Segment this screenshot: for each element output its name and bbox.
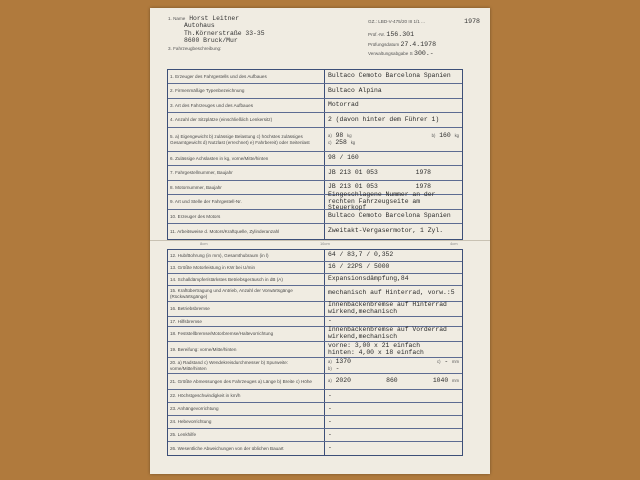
lower-table [167, 249, 463, 456]
fold-mark: 16cm [320, 241, 330, 246]
table-row: 14. Schalldämpfer/stärkstes Betriebsgeräusch in dB (A) Expansionsdämpfung,84 [168, 274, 462, 286]
section3-label: 3. Fahrzeugbeschreibung: [168, 45, 222, 51]
fold-mark: 8cm [200, 241, 208, 246]
table-row: 25. Lenkhilfe - [168, 429, 462, 442]
table-row: 22. Höchstgeschwindigkeit in km/h - [168, 390, 462, 403]
table-row: 8. Motornummer, Baujahr JB 213 01 053 1978 [168, 181, 462, 195]
weight-a: 98 [335, 131, 344, 139]
table-row: 10. Erzeuger des Motors Bultaco Cemoto Barcelona Spanien [168, 210, 462, 224]
table-row: 13. Größte Motorleistung in KW bei U/min 16 / 22PS / 5000 [168, 262, 462, 274]
table-row: 15. Kraftübertragung und Antrieb, Anzahl der Vorwärtsgänge (Rückwärtsgänge) mechanisch auf Hinterrad, vorw.:5 [168, 286, 462, 302]
upper-table [167, 69, 463, 240]
table-row: 17. Hilfsbremse - [168, 317, 462, 327]
street: Th.Körnerstraße 33-35 [184, 29, 265, 37]
business: Autohaus [184, 22, 215, 30]
table-row: 16. Betriebsbremse Innenbackenbremse auf Hinterrad wirkend,mechanisch [168, 302, 462, 317]
fee-label: Verwaltungsabgabe S [368, 51, 413, 56]
table-row: 7. Fahrgestellnummer, Baujahr JB 213 01 053 1978 [168, 166, 462, 181]
table-row-weights: 5. a) Eigengewicht b) zulässige Belastung c) höchstes zulässiges Gesamtgewicht d) Nutzlast (errechnet) e) Fahrbereit) oder Seitenlast a) 98 kg b) 160 kg c) 258 kg [168, 128, 462, 152]
name-label: 1. Name [168, 16, 186, 21]
table-row-wheelbase: 20. a) Radstand c) Wendekreisdurchmesser b) Spurweite: vorne/Mitte/hinten a) 1370 c) - mm b) - [168, 358, 462, 374]
city: 8600 Bruck/Mur [184, 37, 238, 45]
table-row: 9. Art und Stelle der Fahrgestell-Nr. Eingeschlagene Nummer an der rechten Fahrzeugseite am Steuerkopf [168, 195, 462, 210]
table-row-dimensions: 21. Größte Abmessungen des Fahrzeuges a) Länge b) Breite c) Höhe a) 2020 860 1040 mm [168, 374, 462, 390]
doc-code: GZ.: LBD-V-475/20 III 1/1 ... [368, 19, 425, 24]
table-row: 4. Anzahl der Sitzplätze (einschließlich Lenkersitz) 2 (davon hinter dem Führer 1) [168, 113, 462, 128]
fee-value: 300.- [413, 50, 434, 57]
table-row: 23. Anhängevorrichtung - [168, 403, 462, 416]
weight-c: 258 [335, 138, 347, 146]
table-row-tyres: 19. Bereifung: vorne/Mitte/hinten vorne: 3,00 x 21 einfach hinten: 4,00 x 18 einfach [168, 342, 462, 358]
date-label: Prüfungsdatum [368, 42, 400, 47]
pruef-value: 156.301 [386, 30, 415, 38]
table-row: 18. Feststellbremse/Motorbremse/Haltevorrichtung Innenbackenbremse auf Vorderrad wirkend,mechanisch [168, 327, 462, 342]
owner-name: Horst Leitner [189, 15, 240, 22]
table-row: 24. Hebevorrichtung - [168, 416, 462, 429]
table-row: 26. Wesentliche Abweichungen von der üblichen Bauart - [168, 442, 462, 455]
table-row: 1. Erzeuger des Fahrgestells und des Aufbaues Bultaco Cemoto Barcelona Spanien [168, 70, 462, 84]
doc-year: 1978 [464, 18, 480, 25]
table-row: 3. Art des Fahrzeuges und des Aufbaues Motorrad [168, 99, 462, 113]
length: 2020 [335, 377, 351, 385]
height: 1040 [432, 377, 449, 385]
table-row: 12. Hub/Bohrung (in mm), Gesamthubraum (in l) 64 / 83,7 / 0,352 [168, 250, 462, 262]
owner-block [168, 15, 338, 52]
table-row: 6. Zulässige Achslasten in kg, vorne/Mitte/hinten 98 / 160 [168, 152, 462, 166]
document-page [150, 8, 490, 474]
fold-mark: 4cm [450, 241, 458, 246]
approval-block [368, 16, 480, 58]
wheelbase: 1370 [335, 357, 351, 365]
weight-b: 160 [439, 131, 451, 139]
width: 860 [386, 377, 398, 385]
table-row: 11. Arbeitsweise d. Motors/Kraftquelle, Zylinderanzahl Zweitakt-Vergasermotor, 1 Zyl. [168, 224, 462, 239]
pruef-label: Prüf.-Nr. [368, 31, 386, 37]
table-row: 2. Firmenmäßige Typenbezeichnung Bultaco Alpina [168, 84, 462, 99]
date-value: 27.4.1978 [400, 41, 437, 48]
